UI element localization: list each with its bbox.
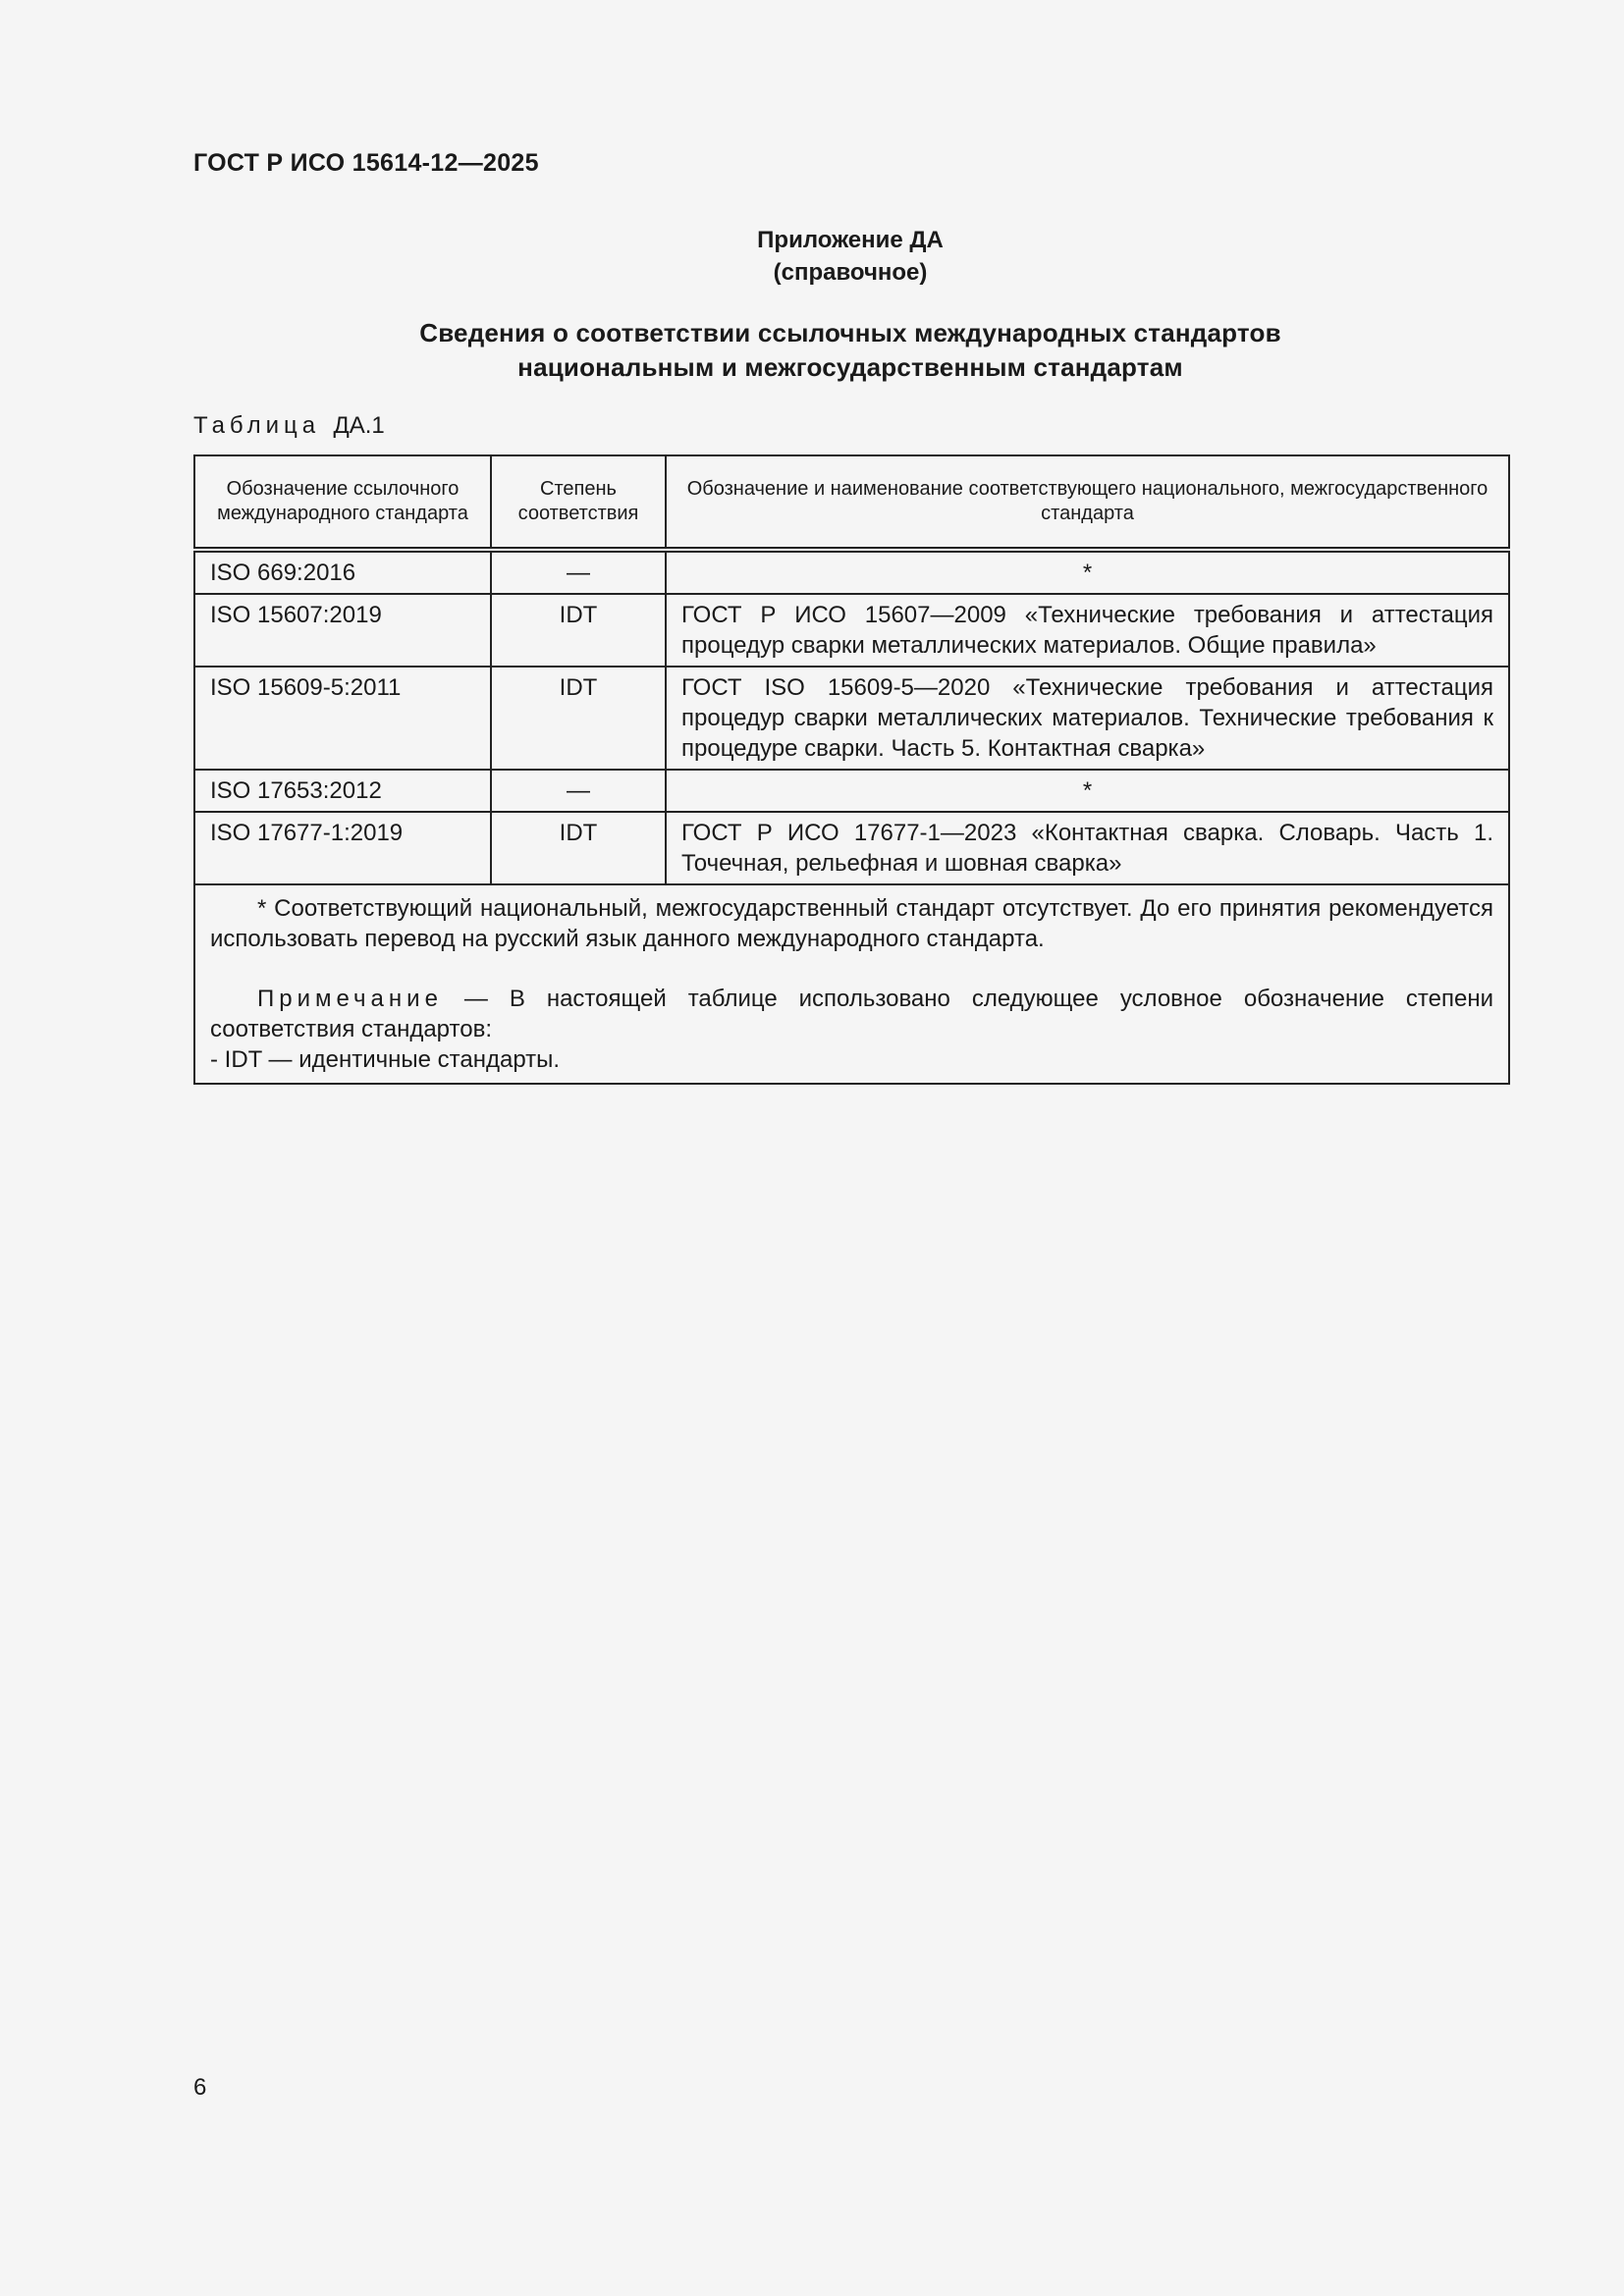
table-header-row (194, 455, 1509, 550)
appendix-title: Приложение ДА (757, 227, 944, 253)
section-title-line-2: национальным и межгосударственным стандартам (517, 352, 1183, 382)
header-national-standard: Обозначение и наименование соответствующего национального, межгосударственного стандарта (666, 455, 1509, 550)
table-row (194, 812, 1509, 884)
table-notes (194, 884, 1509, 1084)
header-reference-standard: Обозначение ссылочного международного стандарта (194, 455, 491, 550)
header-degree: Степень соответствия (491, 455, 666, 550)
document-code: ГОСТ Р ИСО 15614-12—2025 (193, 149, 539, 177)
cell-degree: — (491, 770, 666, 812)
cell-standard-code: ISO 17653:2012 (194, 770, 491, 812)
page-number: 6 (193, 2074, 207, 2101)
table-note (210, 984, 1493, 1044)
table-footnote: * Соответствующий национальный, межгосударственный стандарт отсутствует. До его принятия рекомендуется использовать перевод на русский язык данного международного стандарта. (210, 895, 1493, 952)
table-row (194, 770, 1509, 812)
section-title (193, 316, 1507, 385)
cell-national-standard: * (666, 770, 1509, 812)
cell-degree: IDT (491, 812, 666, 884)
cell-standard-code: ISO 669:2016 (194, 550, 491, 594)
table-notes-row (194, 884, 1509, 1084)
appendix-subtitle: (справочное) (773, 259, 928, 286)
note-item: - IDT — идентичные стандарты. (210, 1046, 561, 1073)
table-row (194, 594, 1509, 667)
table-row (194, 550, 1509, 594)
cell-national-standard: ГОСТ Р ИСО 17677-1—2023 «Контактная сварка. Словарь. Часть 1. Точечная, рельефная и шовная сварка» (666, 812, 1509, 884)
section-title-line-1: Сведения о соответствии ссылочных международных стандартов (419, 318, 1281, 347)
correspondence-table (193, 454, 1510, 1085)
cell-standard-code: ISO 17677-1:2019 (194, 812, 491, 884)
table-caption (193, 412, 385, 440)
appendix-heading (193, 224, 1507, 289)
cell-standard-code: ISO 15609-5:2011 (194, 667, 491, 770)
cell-national-standard: ГОСТ ISO 15609-5—2020 «Технические требования и аттестация процедур сварки металлических материалов. Технические требования к процедуре сварки. Часть 5. Контактная сварка» (666, 667, 1509, 770)
table-caption-number: ДА.1 (333, 412, 385, 439)
cell-degree: IDT (491, 667, 666, 770)
cell-degree: — (491, 550, 666, 594)
cell-degree: IDT (491, 594, 666, 667)
table-caption-label: Таблица (193, 412, 321, 439)
note-label: Примечание (257, 986, 443, 1012)
note-text: — В настоящей таблице использовано следующее условное обозначение степени соответствия стандартов: (210, 986, 1493, 1042)
cell-standard-code: ISO 15607:2019 (194, 594, 491, 667)
cell-national-standard: ГОСТ Р ИСО 15607—2009 «Технические требования и аттестация процедур сварки металлических материалов. Общие правила» (666, 594, 1509, 667)
cell-national-standard: * (666, 550, 1509, 594)
table-row (194, 667, 1509, 770)
